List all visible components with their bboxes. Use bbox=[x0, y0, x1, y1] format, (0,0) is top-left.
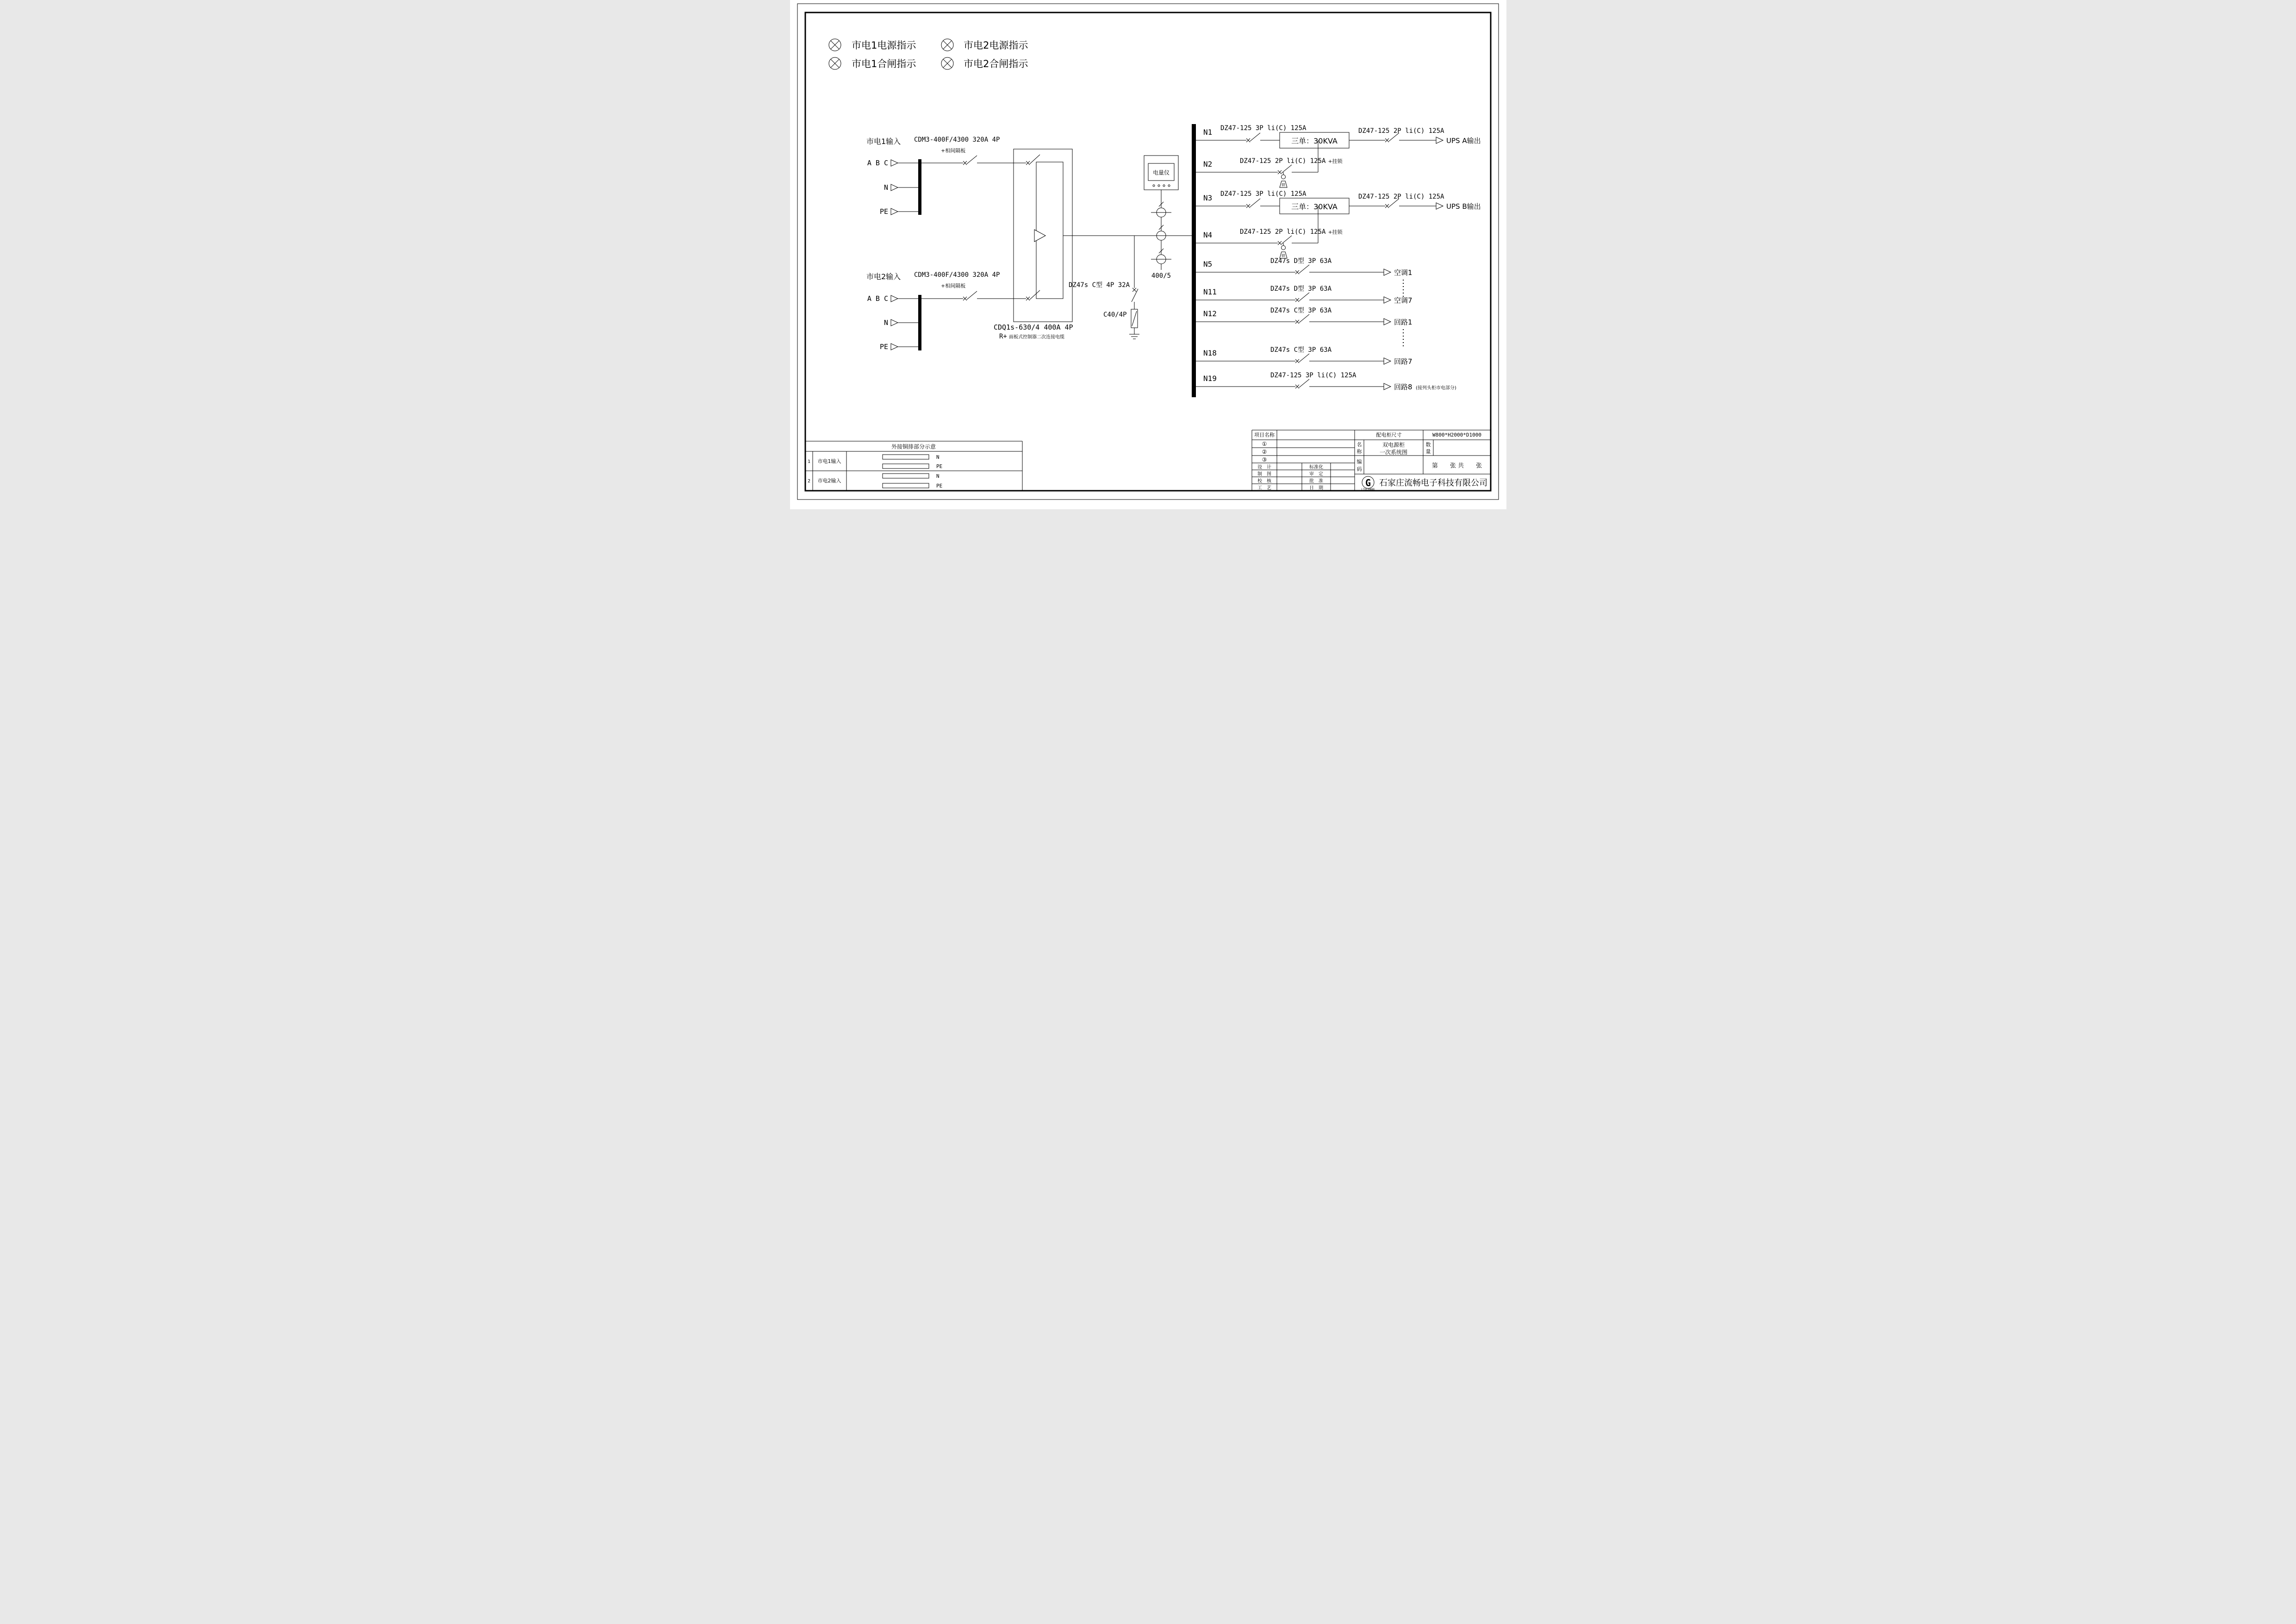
ats-note: 面板式控制器二次连接电缆 bbox=[1008, 335, 1064, 340]
role-ratify: 批 准 bbox=[1309, 479, 1323, 484]
feeder-breaker-label: DZ47-125 3P li(C) 125A bbox=[1220, 125, 1306, 132]
feeder-id: N5 bbox=[1203, 260, 1212, 269]
feeder-n3 bbox=[1196, 190, 1481, 214]
ats-inner-box bbox=[1036, 162, 1063, 299]
inner-border bbox=[805, 12, 1491, 491]
copper-bar bbox=[883, 474, 929, 478]
item-3-label: ③ bbox=[1262, 456, 1267, 463]
qty-label-char: 量 bbox=[1425, 449, 1431, 455]
feeder-output-label: 空调1 bbox=[1394, 269, 1412, 277]
feeder-n5 bbox=[1196, 257, 1412, 277]
output-arrow-icon bbox=[1384, 383, 1391, 390]
breaker-icon bbox=[1278, 170, 1282, 174]
breaker-icon bbox=[1295, 320, 1299, 324]
feeder-output-label: UPS A输出 bbox=[1446, 137, 1481, 145]
feeder-id: N19 bbox=[1203, 374, 1217, 383]
feeder-n2 bbox=[1196, 140, 1343, 187]
input-title: 市电2输入 bbox=[866, 272, 901, 281]
feeder-output-note: (接列头柜市电部分) bbox=[1415, 386, 1456, 391]
feeder-id: N1 bbox=[1203, 128, 1212, 137]
sheet-info: 第 张 共 张 bbox=[1431, 462, 1482, 469]
role-design: 设 计 bbox=[1257, 465, 1271, 470]
lamp-label: 市电2合闸指示 bbox=[963, 58, 1028, 69]
lamp-icon bbox=[829, 39, 841, 51]
meter-button bbox=[1158, 185, 1160, 187]
input-arrow-icon bbox=[891, 295, 898, 302]
company-name: 石家庄流畅电子科技有限公司 bbox=[1379, 478, 1487, 488]
breaker-icon bbox=[1295, 270, 1299, 274]
spd-breaker-label: DZ47s C型 4P 32A bbox=[1068, 281, 1130, 289]
transformer-label: 三单：30KVA bbox=[1291, 202, 1338, 211]
pe-label: PE bbox=[879, 207, 888, 216]
breaker-icon bbox=[1026, 161, 1030, 165]
input-breaker-label: CDM3-400F/4300 320A 4P bbox=[914, 136, 1000, 144]
breaker-icon bbox=[1385, 204, 1389, 208]
ats-model-label: CDQ1s-630/4 400A 4P bbox=[993, 323, 1073, 331]
role-date: 日 期 bbox=[1309, 486, 1323, 491]
breaker-icon bbox=[1295, 298, 1299, 302]
padlock-char: 锁 bbox=[1281, 254, 1285, 258]
ats-switch bbox=[994, 149, 1192, 340]
padlock-icon bbox=[1281, 246, 1285, 250]
feeder-breaker-label: DZ47-125 3P li(C) 125A bbox=[1270, 372, 1356, 379]
feeder-breaker-label: DZ47-125 3P li(C) 125A bbox=[1220, 190, 1306, 198]
pe-label: PE bbox=[879, 343, 888, 351]
role-draft: 制 图 bbox=[1257, 472, 1271, 477]
ground-icon bbox=[1129, 334, 1139, 339]
feeder-id: N3 bbox=[1203, 194, 1212, 202]
feeder-id: N4 bbox=[1203, 231, 1212, 239]
feeder-breaker2-label: DZ47-125 2P li(C) 125A bbox=[1358, 193, 1444, 200]
spd-device-label: C40/4P bbox=[1103, 311, 1127, 319]
sheet-frame bbox=[797, 4, 1499, 500]
feeder-n12 bbox=[1196, 306, 1412, 326]
company-logo-letter: G bbox=[1365, 477, 1371, 488]
lamp-icon bbox=[941, 39, 953, 51]
cabinet-size-value: W800*H2000*D1000 bbox=[1432, 432, 1481, 438]
neutral-label: N bbox=[884, 183, 888, 192]
feeder-n18 bbox=[1196, 346, 1412, 366]
drawing-sheet bbox=[790, 0, 1506, 509]
copper-bar bbox=[883, 464, 929, 468]
meter-button bbox=[1153, 185, 1155, 187]
outer-border bbox=[797, 4, 1499, 500]
feeder-breaker-label: DZ47s D型 3P 63A bbox=[1270, 285, 1332, 293]
copper-table-title: 外接铜排部分示意 bbox=[891, 443, 936, 450]
input-title: 市电1输入 bbox=[866, 137, 901, 146]
feeder-breaker-label: DZ47s C型 3P 63A bbox=[1270, 307, 1332, 314]
input-arrow-icon bbox=[891, 319, 898, 326]
bar-label: PE bbox=[936, 463, 942, 469]
feeder-breaker-label: DZ47s C型 3P 63A bbox=[1270, 346, 1332, 354]
name-label-char: 名 bbox=[1356, 442, 1362, 448]
breaker-icon bbox=[963, 161, 967, 165]
feeder-breaker2-label: DZ47-125 2P li(C) 125A bbox=[1358, 127, 1444, 135]
input-breaker-note: +相间隔板 bbox=[940, 148, 965, 154]
feeder-breaker-label: DZ47s D型 3P 63A bbox=[1270, 257, 1332, 265]
feeder-output-label: 回路1 bbox=[1394, 318, 1412, 326]
drawing-name-line2: 一次系统图 bbox=[1379, 449, 1407, 456]
bar-label: PE bbox=[936, 483, 942, 489]
company-logo-text: LIUCHANG bbox=[1361, 488, 1375, 491]
input-busbar bbox=[918, 295, 921, 350]
copper-bar-table bbox=[805, 441, 1022, 491]
bar-label: N bbox=[936, 473, 940, 479]
breaker-icon bbox=[1295, 359, 1299, 363]
feeder-n19 bbox=[1196, 372, 1456, 391]
output-arrow-icon bbox=[1384, 269, 1391, 275]
feeder-id: N12 bbox=[1203, 309, 1217, 318]
project-name-label: 项目名称 bbox=[1254, 432, 1275, 438]
feeder-n11 bbox=[1196, 285, 1412, 305]
row-label: 市电1输入 bbox=[817, 458, 841, 464]
schematic-canvas bbox=[790, 0, 1506, 509]
name-label-char: 称 bbox=[1356, 449, 1362, 455]
mains-input-1 bbox=[866, 136, 1040, 216]
title-block bbox=[1252, 430, 1491, 491]
role-check: 校 核 bbox=[1257, 479, 1271, 484]
power-meter bbox=[1144, 156, 1178, 190]
ats-triangle-icon bbox=[1034, 230, 1045, 242]
breaker-icon bbox=[1295, 385, 1299, 388]
lamp-icon bbox=[941, 57, 953, 69]
code-label-char: 码 bbox=[1356, 466, 1362, 472]
neutral-label: N bbox=[884, 319, 888, 327]
input-breaker-note: +相间隔板 bbox=[940, 283, 965, 289]
role-approve: 审 定 bbox=[1309, 472, 1323, 477]
feeder-breaker-label: DZ47-125 2P li(C) 125A +挂锁 bbox=[1239, 157, 1343, 165]
feeder-breaker-label: DZ47-125 2P li(C) 125A +挂锁 bbox=[1239, 228, 1343, 236]
breaker-icon bbox=[963, 297, 967, 300]
input-arrow-icon bbox=[891, 160, 898, 166]
bar-label: N bbox=[936, 454, 940, 460]
row-label: 市电2输入 bbox=[817, 478, 841, 484]
meter-button bbox=[1168, 185, 1170, 187]
output-arrow-icon bbox=[1384, 319, 1391, 325]
feeder-id: N2 bbox=[1203, 160, 1212, 169]
breaker-icon bbox=[1278, 241, 1282, 245]
output-arrow-icon bbox=[1384, 297, 1391, 303]
meter-button bbox=[1163, 185, 1165, 187]
feeder-output-label: UPS B输出 bbox=[1446, 202, 1481, 211]
lamp-label: 市电2电源指示 bbox=[963, 40, 1028, 51]
ct-ratio-label: 400/5 bbox=[1151, 272, 1171, 280]
input-arrow-icon bbox=[891, 184, 898, 191]
breaker-icon bbox=[1246, 138, 1250, 142]
drawing-name-line1: 双电源柜 bbox=[1382, 442, 1405, 448]
feeder-id: N18 bbox=[1203, 349, 1217, 357]
meter-label: 电量仪 bbox=[1152, 169, 1170, 176]
role-process: 工 艺 bbox=[1257, 486, 1271, 491]
row-number: 2 bbox=[807, 479, 810, 484]
ats-note-prefix: R+ bbox=[999, 333, 1007, 340]
feeder-n1 bbox=[1196, 125, 1481, 148]
lamp-label: 市电1合闸指示 bbox=[851, 58, 916, 69]
code-label-char: 编 bbox=[1356, 459, 1362, 465]
breaker-icon bbox=[1246, 204, 1250, 208]
input-busbar bbox=[918, 159, 921, 215]
breaker-icon bbox=[1132, 288, 1136, 292]
phase-label: A B C bbox=[867, 159, 888, 167]
lamp-icon bbox=[829, 57, 841, 69]
output-arrow-icon bbox=[1384, 358, 1391, 364]
lamp-label: 市电1电源指示 bbox=[851, 40, 916, 51]
feeder-output-label: 回路8 bbox=[1394, 383, 1412, 391]
phase-label: A B C bbox=[867, 294, 888, 303]
role-standard: 标准化 bbox=[1309, 465, 1323, 470]
qty-label-char: 数 bbox=[1425, 442, 1431, 448]
copper-bar bbox=[883, 455, 929, 459]
output-arrow-icon bbox=[1436, 203, 1443, 209]
indicator-lamps bbox=[829, 39, 1028, 69]
item-1-label: ① bbox=[1262, 441, 1267, 447]
output-arrow-icon bbox=[1436, 137, 1443, 144]
distribution-busbar bbox=[1192, 124, 1196, 397]
transformer-label: 三单：30KVA bbox=[1291, 137, 1338, 145]
feeder-output-label: 回路7 bbox=[1394, 357, 1412, 366]
breaker-icon bbox=[1026, 297, 1030, 300]
padlock-char: 锁 bbox=[1281, 183, 1285, 187]
cabinet-size-label: 配电柜尺寸 bbox=[1376, 432, 1401, 438]
breaker-icon bbox=[1385, 138, 1389, 142]
copper-bar bbox=[883, 483, 929, 488]
input-breaker-label: CDM3-400F/4300 320A 4P bbox=[914, 271, 1000, 279]
feeder-output-label: 空调7 bbox=[1394, 296, 1412, 305]
item-2-label: ② bbox=[1262, 449, 1267, 455]
padlock-icon bbox=[1281, 175, 1285, 179]
feeder-id: N11 bbox=[1203, 287, 1217, 296]
spd-branch bbox=[1069, 236, 1139, 339]
row-number: 1 bbox=[807, 459, 810, 464]
input-arrow-icon bbox=[891, 344, 898, 350]
input-arrow-icon bbox=[891, 208, 898, 215]
ct-group bbox=[1151, 190, 1171, 280]
